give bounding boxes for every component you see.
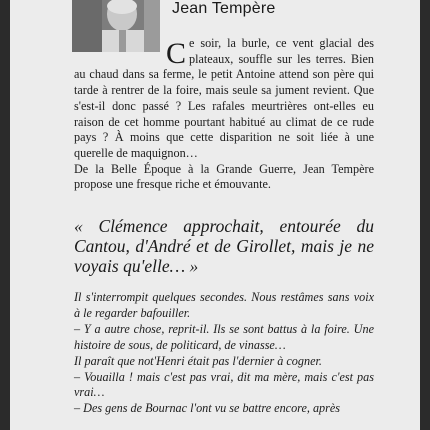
- drop-cap: C: [166, 37, 187, 70]
- excerpt-line: – Y a autre chose, reprit-il. Ils se sont battus à la foire. Une histoire de sous, de politicard, de vinasse…: [74, 321, 374, 352]
- back-cover-blurb: [74, 36, 374, 193]
- excerpt-line: Il s'interrompit quelques secondes. Nous restâmes sans voix à le regarder bafouiller.: [74, 290, 374, 320]
- pull-quote: « Clémence approchait, entourée du Cantou, d'André et de Girollet, mais je ne voyais qu'elle… »: [74, 216, 374, 276]
- blurb-paragraph: e soir, la burle, ce vent glacial des plateaux, souffle sur les terres. Bien au chaud dans sa ferme, le petit Antoine attend son père qui tarde à rentrer de la foire, mais seule sa jument revient. Que s'est-il donc passé ? Les rafales meurtrières ont-elles eu raison de cet homme pourtant habitué au climat de ce rude pays ? À moins que cette disparition ne soit liée à une querelle de maquignon…: [74, 36, 374, 160]
- excerpt-line: – Des gens de Bournac l'ont vu se battre encore, après: [74, 401, 341, 416]
- blurb-paragraph: De la Belle Époque à la Grande Guerre, Jean Tempère propose une fresque riche et émouvante.: [74, 161, 374, 192]
- author-name: Jean Tempère: [172, 0, 276, 17]
- book-back-cover: [10, 0, 420, 430]
- book-excerpt: [74, 290, 374, 417]
- excerpt-line: – Vouailla ! mais c'est pas vrai, dit ma mère, mais c'est pas vrai…: [74, 369, 374, 400]
- excerpt-line: Il paraît que not'Henri était pas l'dernier à cogner.: [74, 353, 322, 368]
